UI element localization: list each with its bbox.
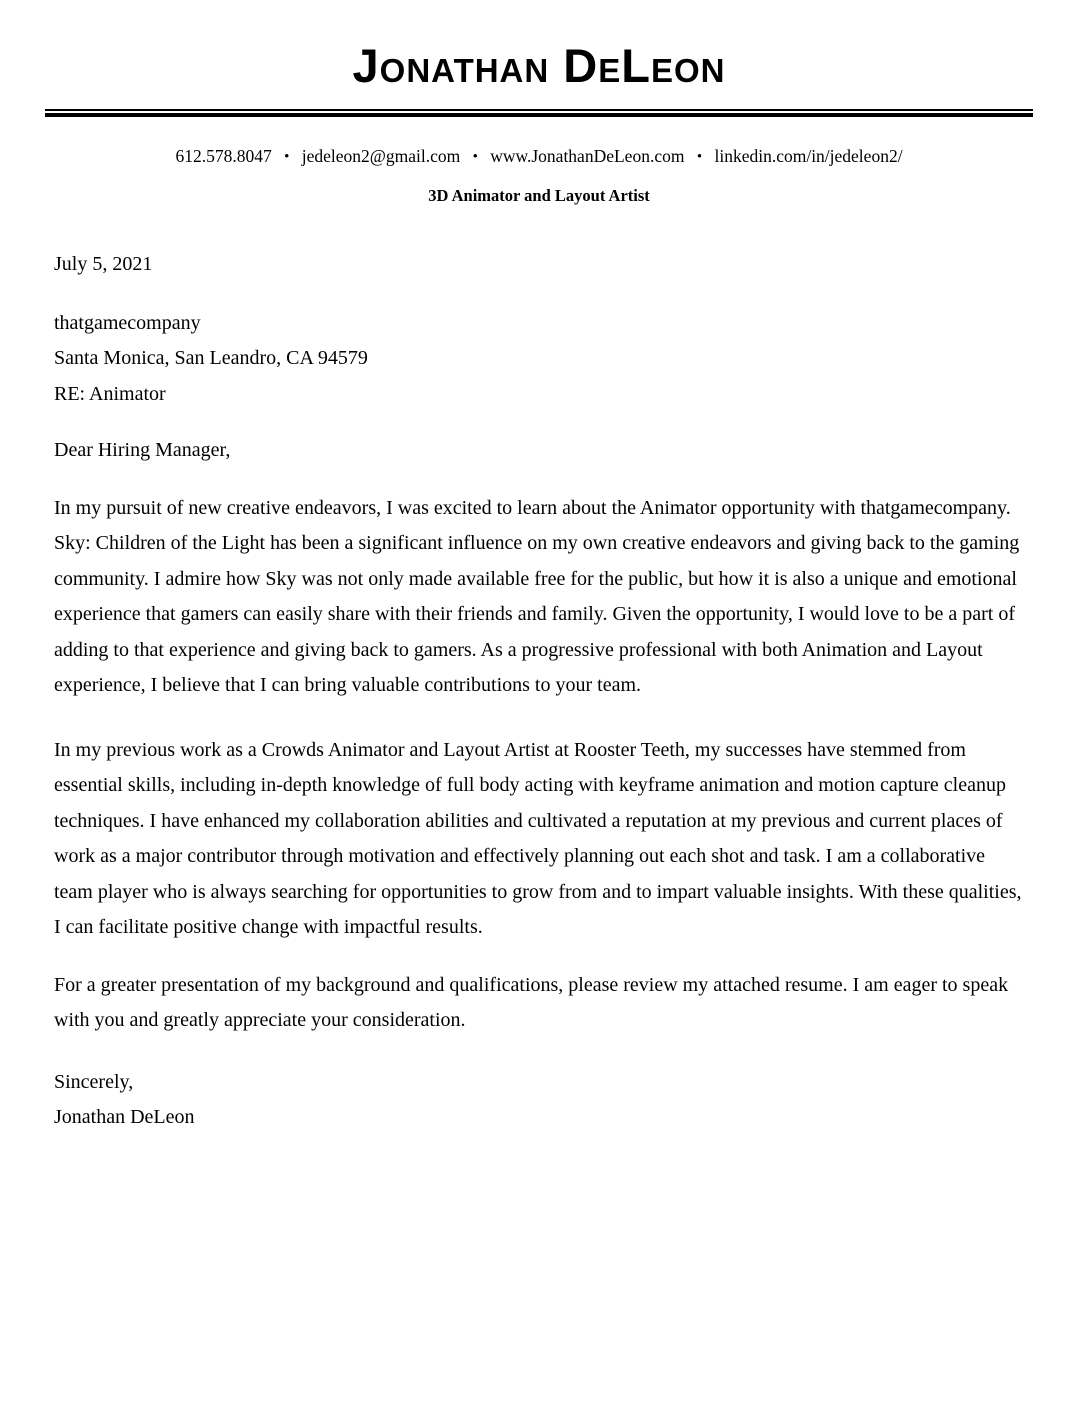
website-url: www.JonathanDeLeon.com bbox=[490, 146, 685, 166]
signature-name: Jonathan DeLeon bbox=[54, 1106, 195, 1128]
phone-number: 612.578.8047 bbox=[175, 146, 272, 166]
recipient-company: thatgamecompany bbox=[54, 311, 201, 334]
salutation: Dear Hiring Manager, bbox=[54, 439, 231, 461]
bullet-separator-icon: • bbox=[696, 149, 703, 165]
header-divider bbox=[45, 109, 1033, 117]
email-address: jedeleon2@gmail.com bbox=[301, 146, 461, 166]
person-name: Jonathan DeLeon bbox=[352, 39, 726, 92]
linkedin-url: linkedin.com/in/jedeleon2/ bbox=[714, 146, 903, 166]
letter-body bbox=[54, 247, 1024, 1136]
letter-header bbox=[54, 40, 1024, 207]
bullet-separator-icon: • bbox=[284, 149, 290, 165]
closing-word: Sincerely, bbox=[54, 1070, 134, 1093]
bullet-separator-icon: • bbox=[472, 149, 478, 165]
closing-block bbox=[54, 1065, 1024, 1136]
recipient-address: Santa Monica, San Leandro, CA 94579 bbox=[54, 347, 368, 369]
paragraph-2: In my previous work as a Crowds Animator and Layout Artist at Rooster Teeth, my successes have stemmed from essential skills, including in-depth knowledge of full body acting with keyframe animation and motion capture cleanup techniques. I have enhanced my collaboration abilities and cultivated a reputation at my previous and current places of work as a major contributor through motivation and effectively planning out each shot and task. I am a collaborative team player who is always searching for opportunities to grow from and to impart valuable insights. With these qualities, I can facilitate positive change with impactful results. bbox=[54, 738, 1022, 938]
letter-date: July 5, 2021 bbox=[54, 253, 153, 275]
paragraph-1: In my pursuit of new creative endeavors, I was excited to learn about the Animator opportunity with thatgamecompany. Sky: Children of the Light has been a significant influence on my own creative endeavors and giving back to the gaming community. I admire how Sky was not only made available free for the public, but how it is also a unique and emotional experience that gamers can easily share with their friends and family. Given the opportunity, I would love to be a part of adding to that experience and giving back to gamers. As a progressive professional with both Animation and Layout experience, I believe that I can bring valuable contributions to your team. bbox=[54, 496, 1020, 696]
recipient-block bbox=[54, 306, 1024, 413]
recipient-subject: RE: Animator bbox=[54, 382, 166, 405]
paragraph-3: For a greater presentation of my background and qualifications, please review my attached resume. I am eager to speak with you and greatly appreciate your consideration. bbox=[54, 973, 1009, 1031]
professional-title: 3D Animator and Layout Artist bbox=[428, 186, 650, 205]
contact-line bbox=[54, 144, 1024, 169]
